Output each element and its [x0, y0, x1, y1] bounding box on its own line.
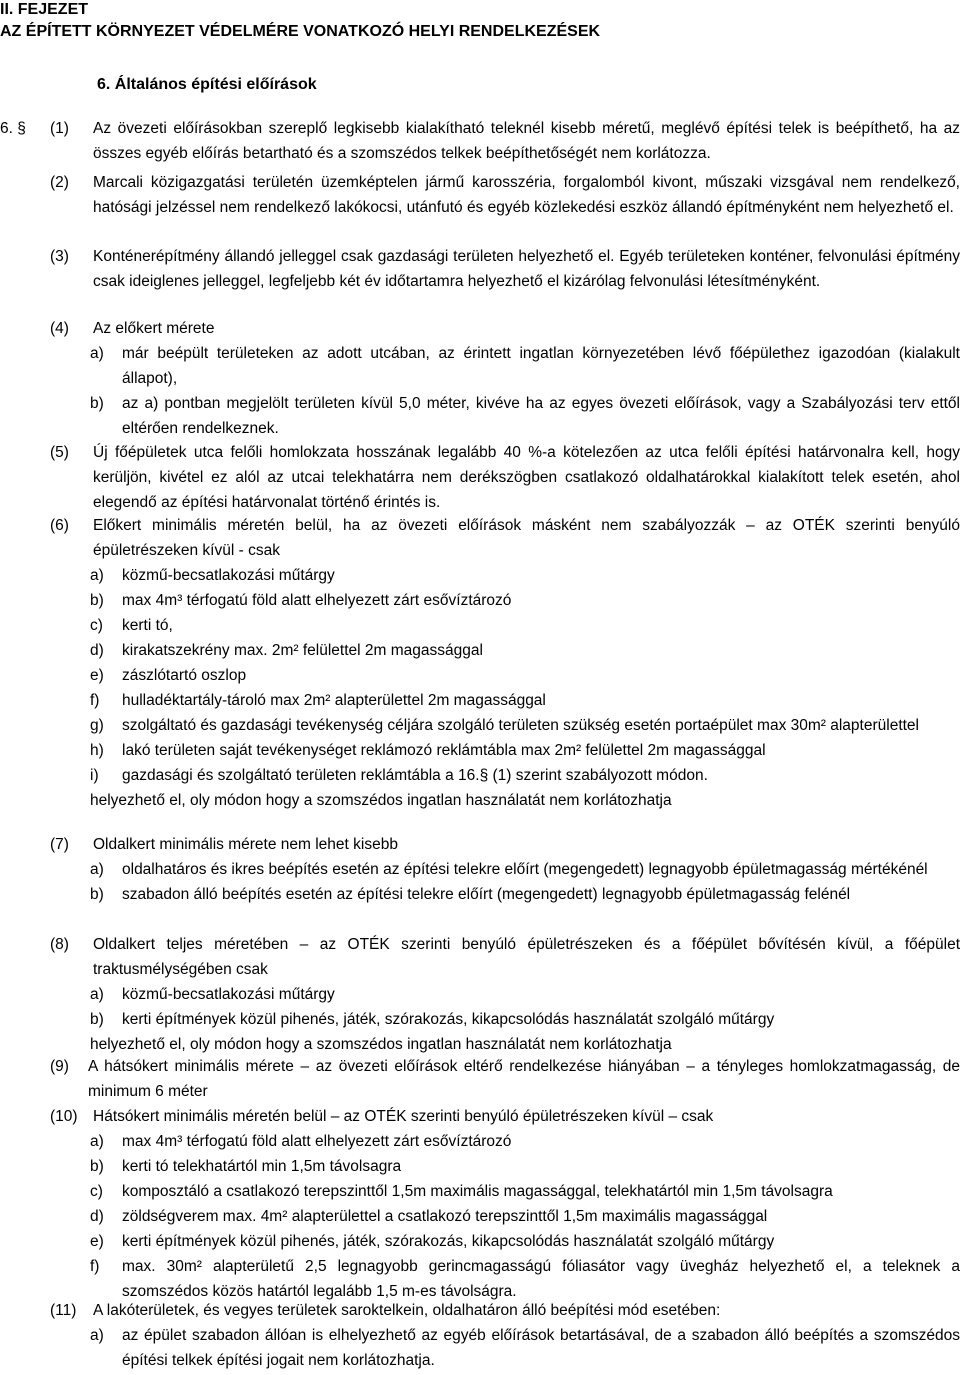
- paragraph-number: (6): [50, 517, 69, 534]
- item-text: kerti tó telekhatártól min 1,5m távolsagra: [122, 1158, 402, 1175]
- item-text: hulladéktartály-tároló max 2m² alapterülettel 2m magassággal: [122, 692, 546, 709]
- list-item: [0, 713, 960, 738]
- section-mark: 6. §: [0, 120, 26, 137]
- item-letter: b): [90, 886, 104, 903]
- paragraph-4: [0, 316, 960, 441]
- item-letter: h): [90, 742, 104, 759]
- list-item: [0, 982, 960, 1007]
- item-letter: d): [90, 1208, 104, 1225]
- item-letter: c): [90, 1183, 103, 1200]
- paragraph-8: [0, 932, 960, 1057]
- item-text: lakó területen saját tevékenységet reklámozó reklámtábla max 2m² felülettel 2m magassággal: [122, 742, 766, 759]
- item-letter: b): [90, 592, 104, 609]
- paragraph-11: [0, 1298, 960, 1373]
- item-text: gazdasági és szolgáltató területen reklámtábla a 16.§ (1) szerint szabályozott módon.: [122, 767, 708, 784]
- item-text: már beépült területeken az adott utcában, az érintett ingatlan környezetében lévő főépülethez igazodóan (kialakult állapot),: [122, 345, 960, 387]
- paragraph-number: (11): [50, 1302, 77, 1319]
- item-letter: f): [90, 692, 100, 709]
- paragraph-5: [0, 440, 960, 515]
- paragraph-1: [0, 116, 960, 166]
- item-text: max. 30m² alapterületű 2,5 legnagyobb gerincmagasságú fóliasátor vagy üvegház helyezhető el, a teleknek a szomszédos közös határtól legalább 1,5 m-es távolságra.: [122, 1258, 960, 1300]
- item-text: közmű-becsatlakozási műtárgy: [122, 986, 335, 1003]
- paragraph-text: Előkert minimális méretén belül, ha az övezeti előírások másként nem szabályozzák – az OTÉK szerinti benyúló épületrészeken kívül - csak: [93, 517, 960, 559]
- item-text: zöldségverem max. 4m² alapterülettel a csatlakozó terepszinttől 1,5m maximális magassággal: [122, 1208, 768, 1225]
- list-item: [0, 1323, 960, 1373]
- item-text: közmű-becsatlakozási műtárgy: [122, 567, 335, 584]
- list-item: [0, 1229, 960, 1254]
- paragraph-number: (9): [50, 1058, 69, 1075]
- item-letter: a): [90, 986, 104, 1003]
- item-text: oldalhatáros és ikres beépítés esetén az építési telekre előírt (megengedett) legnagyobb épületmagasság mértékénél: [122, 861, 928, 878]
- paragraph-text: Az övezeti előírásokban szereplő legkisebb kialakítható teleknél kisebb méretű, meglévő építési telek is beépíthető, ha az összes egyéb előírás betartható és a szomszédos telkek beépíthetőségét nem korlátozza.: [93, 120, 960, 162]
- item-text: max 4m³ térfogatú föld alatt elhelyezett zárt esővíztározó: [122, 592, 512, 609]
- paragraph-number: (8): [50, 936, 69, 953]
- chapter-number: II. FEJEZET: [0, 1, 89, 18]
- item-letter: b): [90, 1011, 104, 1028]
- list-item: [0, 341, 960, 391]
- section-title: 6. Általános építési előírások: [97, 76, 317, 93]
- item-text: komposztáló a csatlakozó terepszinttől 1,5m maximális magassággal, telekhatártól min 1,5m távolsagra: [122, 1183, 833, 1200]
- item-letter: a): [90, 1133, 104, 1150]
- list-item: [0, 688, 960, 713]
- paragraph-text: Új főépületek utca felőli homlokzata hosszának legalább 40 %-a kötelezően az utca felőli építési határvonalra kell, hogy kerüljön, kivétel ez alól az utcai telekhatárra nem derékszögben csatlakozó oldalhatárokkal kialakított telek esetén, ahol elegendő az építési határvonalat történő érintés is.: [93, 444, 960, 511]
- paragraph-number: (10): [50, 1108, 78, 1125]
- paragraph-10: [0, 1104, 960, 1304]
- item-text: az épület szabadon állóan is elhelyezhető az egyéb előírások betartásával, de a szabadon álló beépítés a szomszédos építési telkek építési jogait nem korlátozhatja.: [122, 1327, 960, 1369]
- paragraph-7: [0, 832, 960, 907]
- list-item: [0, 638, 960, 663]
- item-letter: a): [90, 861, 104, 878]
- item-letter: a): [90, 345, 104, 362]
- item-text: kerti építmények közül pihenés, játék, szórakozás, kikapcsolódás használatát szolgáló műtárgy: [122, 1011, 775, 1028]
- list-item: [0, 738, 960, 763]
- item-letter: g): [90, 717, 104, 734]
- item-letter: b): [90, 1158, 104, 1175]
- paragraph-9: [0, 1054, 960, 1104]
- paragraph-text: Konténerépítmény állandó jelleggel csak gazdasági területen helyezhető el. Egyéb területeken konténer, felvonulási építmény csak ideiglenes jelleggel, legfeljebb két év időtartamra helyezhető el kizárólag felvonulási létesítményként.: [93, 248, 960, 290]
- list-item: [0, 663, 960, 688]
- paragraph-number: (4): [50, 320, 69, 337]
- item-text: max 4m³ térfogatú föld alatt elhelyezett zárt esővíztározó: [122, 1133, 512, 1150]
- item-letter: b): [90, 395, 104, 412]
- paragraph-number: (1): [50, 120, 69, 137]
- paragraph-text: Hátsókert minimális méretén belül – az OTÉK szerinti benyúló épületrészeken kívül – csak: [93, 1108, 714, 1125]
- paragraph-number: (5): [50, 444, 69, 461]
- item-text: szolgáltató és gazdasági tevékenység céljára szolgáló területen szükség esetén portaépület max 30m² alapterülettel: [122, 717, 920, 734]
- paragraph-tail: helyezhető el, oly módon hogy a szomszédos ingatlan használatát nem korlátozhatja: [90, 792, 672, 809]
- item-letter: f): [90, 1258, 100, 1275]
- item-letter: i): [90, 767, 99, 784]
- item-letter: a): [90, 1327, 104, 1344]
- list-item: [0, 1254, 960, 1304]
- list-item: [0, 1179, 960, 1204]
- paragraph-text: Az előkert mérete: [93, 320, 215, 337]
- paragraph-number: (7): [50, 836, 69, 853]
- paragraph-3: [0, 244, 960, 294]
- list-item: [0, 1129, 960, 1154]
- item-letter: d): [90, 642, 104, 659]
- list-item: [0, 1204, 960, 1229]
- list-item: [0, 588, 960, 613]
- item-letter: a): [90, 567, 104, 584]
- item-letter: e): [90, 1233, 104, 1250]
- item-text: kerti építmények közül pihenés, játék, szórakozás, kikapcsolódás használatát szolgáló műtárgy: [122, 1233, 775, 1250]
- item-text: zászlótartó oszlop: [122, 667, 247, 684]
- list-item: [0, 391, 960, 441]
- item-text: kirakatszekrény max. 2m² felülettel 2m magassággal: [122, 642, 483, 659]
- item-text: az a) pontban megjelölt területen kívül 5,0 méter, kivéve ha az egyes övezeti előírások, vagy a Szabályozási terv ettől eltérően rendelkeznek.: [122, 395, 960, 437]
- chapter-title: AZ ÉPÍTETT KÖRNYEZET VÉDELMÉRE VONATKOZÓ HELYI RENDELKEZÉSEK: [0, 23, 601, 40]
- paragraph-6: [0, 513, 960, 813]
- item-letter: e): [90, 667, 104, 684]
- paragraph-text: Marcali közigazgatási területén üzemképtelen jármű karosszéria, forgalomból kivont, műszaki vizsgával nem rendelkező, hatósági jelzéssel nem rendelkező lakókocsi, utánfutó és egyéb közlekedési eszköz állandó építményként nem helyezhető el.: [93, 174, 960, 216]
- paragraph-text: Oldalkert minimális mérete nem lehet kisebb: [93, 836, 398, 853]
- paragraph-2: [0, 170, 960, 220]
- paragraph-text: Oldalkert teljes méretében – az OTÉK szerinti benyúló épületrészeken és a főépület bővítésén kívül, a főépület traktusmélységében csak: [93, 936, 960, 978]
- list-item: [0, 857, 960, 882]
- list-item: [0, 1154, 960, 1179]
- paragraph-number: (2): [50, 174, 69, 191]
- paragraph-text: A lakóterületek, és vegyes területek saroktelkein, oldalhatáron álló beépítési mód esetében:: [93, 1302, 721, 1319]
- list-item: [0, 1007, 960, 1032]
- item-text: kerti tó,: [122, 617, 173, 634]
- paragraph-text: A hátsókert minimális mérete – az övezeti előírások eltérő rendelkezése hiányában – a tényleges homlokzatmagasság, de minimum 6 méter: [88, 1058, 960, 1100]
- list-item: [0, 563, 960, 588]
- paragraph-tail: helyezhető el, oly módon hogy a szomszédos ingatlan használatát nem korlátozhatja: [90, 1036, 672, 1053]
- list-item: [0, 882, 960, 907]
- item-text: szabadon álló beépítés esetén az építési telekre előírt (megengedett) legnagyobb épületmagasság felénél: [122, 886, 851, 903]
- item-letter: c): [90, 617, 103, 634]
- list-item: [0, 763, 960, 788]
- list-item: [0, 613, 960, 638]
- paragraph-number: (3): [50, 248, 69, 265]
